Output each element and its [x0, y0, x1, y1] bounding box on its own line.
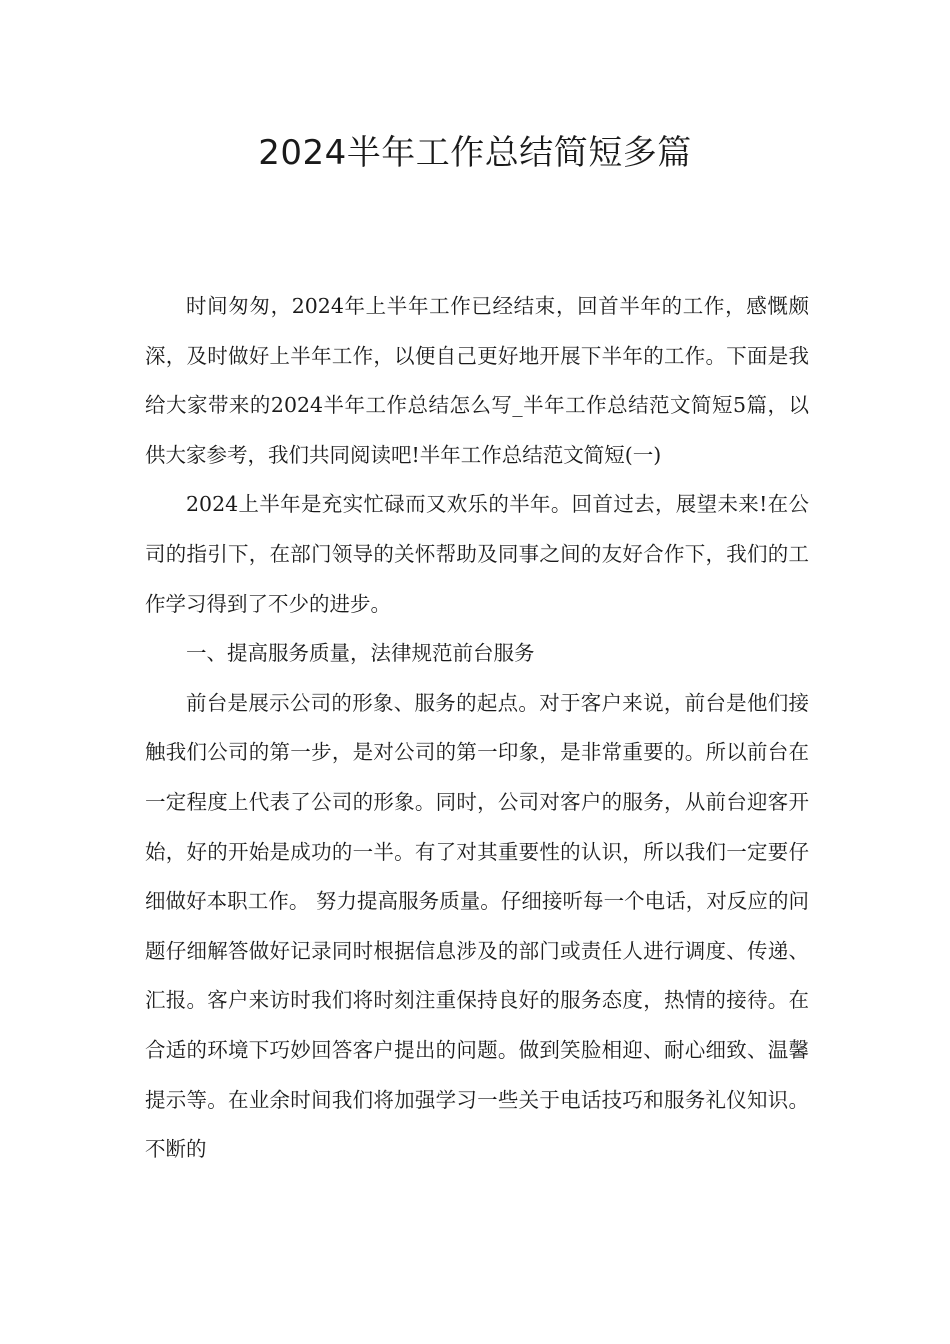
- document-body: [145, 282, 809, 1175]
- document-title: 2024半年工作总结简短多篇: [258, 133, 692, 173]
- front-desk-paragraph: 前台是展示公司的形象、服务的起点。对于客户来说，前台是他们接触我们公司的第一步，是对公司的第一印象，是非常重要的。所以前台在一定程度上代表了公司的形象。同时，公司对客户的服务，从前台迎客开始，好的开始是成功的一半。有了对其重要性的认识，所以我们一定要仔细做好本职工作。 努力提高服务质量。仔细接听每一个电话，对反应的问题仔细解答做好记录同时根据信息涉及的部门或责任人进行调度、传递、汇报。客户来访时我们将时刻注重保持良好的服务态度，热情的接待。在合适的环境下巧妙回答客户提出的问题。做到笑脸相迎、耐心细致、温馨提示等。在业余时间我们将加强学习一些关于电话技巧和服务礼仪知识。不断的: [145, 690, 809, 1162]
- intro-paragraph: 时间匆匆，2024年上半年工作已经结束，回首半年的工作，感慨颇深，及时做好上半年工作，以便自己更好地开展下半年的工作。下面是我给大家带来的2024半年工作总结怎么写_半年工作总结范文简短5篇，以供大家参考，我们共同阅读吧!半年工作总结范文简短(一): [145, 294, 809, 467]
- section-heading: 一、提高服务质量，法律规范前台服务: [186, 641, 535, 666]
- summary-paragraph: 2024上半年是充实忙碌而又欢乐的半年。回首过去，展望未来!在公司的指引下，在部门领导的关怀帮助及同事之间的友好合作下，我们的工作学习得到了不少的进步。: [145, 492, 809, 616]
